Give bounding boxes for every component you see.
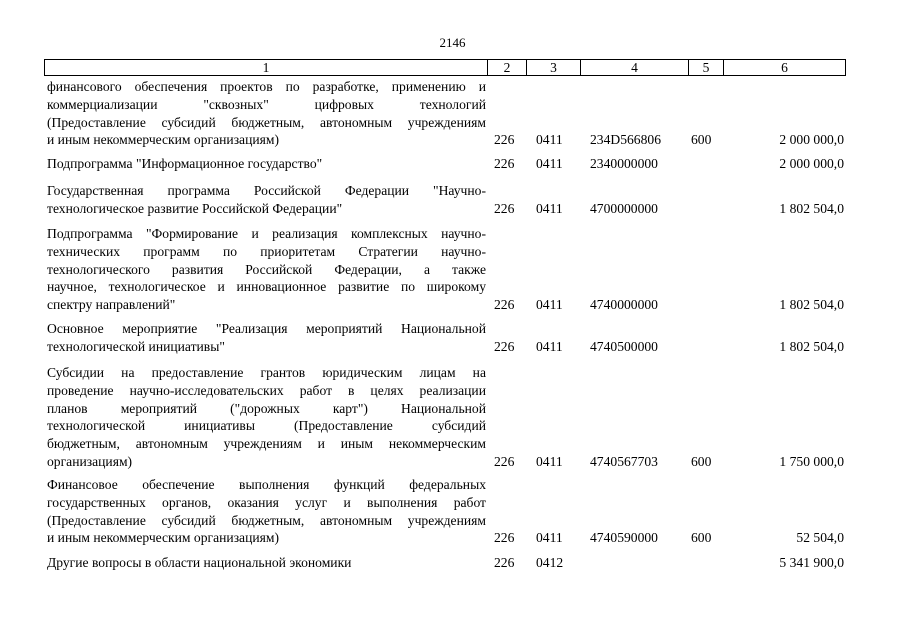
chapter-code: 226 — [494, 454, 515, 469]
description-line: (Предоставление субсидий бюджетным, автономным учреждениям — [47, 512, 486, 528]
target-article-code: 4740000000 — [590, 297, 658, 313]
description-line: Подпрограмма "Формирование и реализация комплексных научно- — [47, 226, 486, 241]
description-line: Основное мероприятие "Реализация мероприятий Национальной — [47, 321, 486, 336]
expense-type-code: 600 — [691, 132, 712, 148]
description-line: Другие вопросы в области национальной экономики — [47, 555, 352, 570]
column-header-6: 6 — [781, 60, 788, 75]
chapter-code: 226 — [494, 132, 515, 148]
column-header-2: 2 — [503, 60, 511, 75]
column-header-5: 5 — [702, 60, 710, 75]
chapter-code: 226 — [494, 156, 515, 171]
amount: 1 802 504,0 — [779, 297, 844, 313]
section-code: 0411 — [536, 132, 563, 148]
expense-type-code: 600 — [691, 530, 712, 546]
chapter-code: 226 — [494, 200, 515, 216]
section-code: 0411 — [536, 297, 563, 313]
chapter-code: 226 — [494, 530, 515, 546]
description-line: спектру направлений" — [47, 297, 176, 313]
description-line: технологического развития Российской Федерации, а также — [47, 261, 486, 277]
description-line: Финансовое обеспечение выполнения функций федеральных — [47, 477, 486, 492]
description-line: технических программ по приоритетам Стратегии научно- — [47, 243, 486, 259]
section-code: 0411 — [536, 454, 563, 469]
chapter-code: 226 — [494, 338, 515, 354]
row-description — [47, 78, 486, 149]
row-description — [47, 155, 486, 173]
description-line: планов мероприятий ("дорожных карт") Национальной — [47, 400, 486, 416]
description-line: и иным некоммерческим организациям) — [47, 132, 280, 148]
column-header-4: 4 — [631, 60, 638, 75]
row-description — [47, 364, 486, 471]
target-article-code: 4740590000 — [590, 530, 658, 546]
description-line: (Предоставление субсидий бюджетным, автономным учреждениям — [47, 114, 486, 130]
chapter-code: 226 — [494, 297, 515, 313]
amount: 2 000 000,0 — [779, 156, 844, 171]
section-code: 0412 — [536, 555, 564, 570]
description-line: технологической инициативы" — [47, 338, 225, 354]
section-code: 0411 — [536, 200, 563, 216]
description-line: Подпрограмма "Информационное государство" — [47, 156, 323, 171]
description-line: бюджетным, автономным учреждениям и иным некоммерческим — [47, 436, 486, 452]
page-number: 2146 — [439, 35, 466, 50]
description-line: коммерциализации "сквозных" цифровых технологий — [47, 96, 486, 112]
description-line: научное, технологическое и инновационное развитие по широкому — [47, 279, 486, 295]
column-header-1: 1 — [262, 60, 270, 75]
amount: 2 000 000,0 — [779, 132, 844, 148]
description-line: Государственная программа Российской Федерации "Научно- — [47, 183, 486, 198]
amount: 5 341 900,0 — [779, 555, 844, 570]
description-line: технологическое развитие Российской Федерации" — [47, 200, 343, 216]
description-line: финансового обеспечения проектов по разработке, применению и — [47, 79, 486, 94]
target-article-code: 4700000000 — [590, 200, 658, 216]
description-line: проведение научно-исследовательских работ в целях реализации — [47, 382, 486, 398]
expense-type-code: 600 — [691, 454, 712, 469]
row-description — [47, 476, 486, 547]
table-header — [44, 59, 846, 76]
target-article-code: 4740567703 — [590, 454, 658, 469]
chapter-code: 226 — [494, 555, 515, 570]
amount: 1 802 504,0 — [779, 338, 844, 354]
row-description — [47, 182, 486, 218]
amount: 52 504,0 — [796, 530, 844, 546]
section-code: 0411 — [536, 338, 563, 354]
amount: 1 802 504,0 — [779, 200, 844, 216]
section-code: 0411 — [536, 156, 563, 171]
target-article-code: 4740500000 — [590, 338, 658, 354]
description-line: государственных органов, оказания услуг и выполнения работ — [47, 494, 486, 510]
description-line: Субсидии на предоставление грантов юридическим лицам на — [47, 365, 486, 380]
row-description — [47, 320, 486, 356]
description-line: организациям) — [47, 453, 133, 469]
target-article-code: 2340000000 — [590, 156, 658, 171]
description-line: технологической инициативы (Предоставление субсидий — [47, 418, 486, 434]
section-code: 0411 — [536, 530, 563, 546]
row-description — [47, 554, 486, 572]
target-article-code: 234D566806 — [590, 132, 661, 148]
amount: 1 750 000,0 — [779, 454, 844, 469]
column-header-3: 3 — [550, 60, 557, 75]
row-description — [47, 225, 486, 314]
description-line: и иным некоммерческим организациям) — [47, 530, 280, 546]
